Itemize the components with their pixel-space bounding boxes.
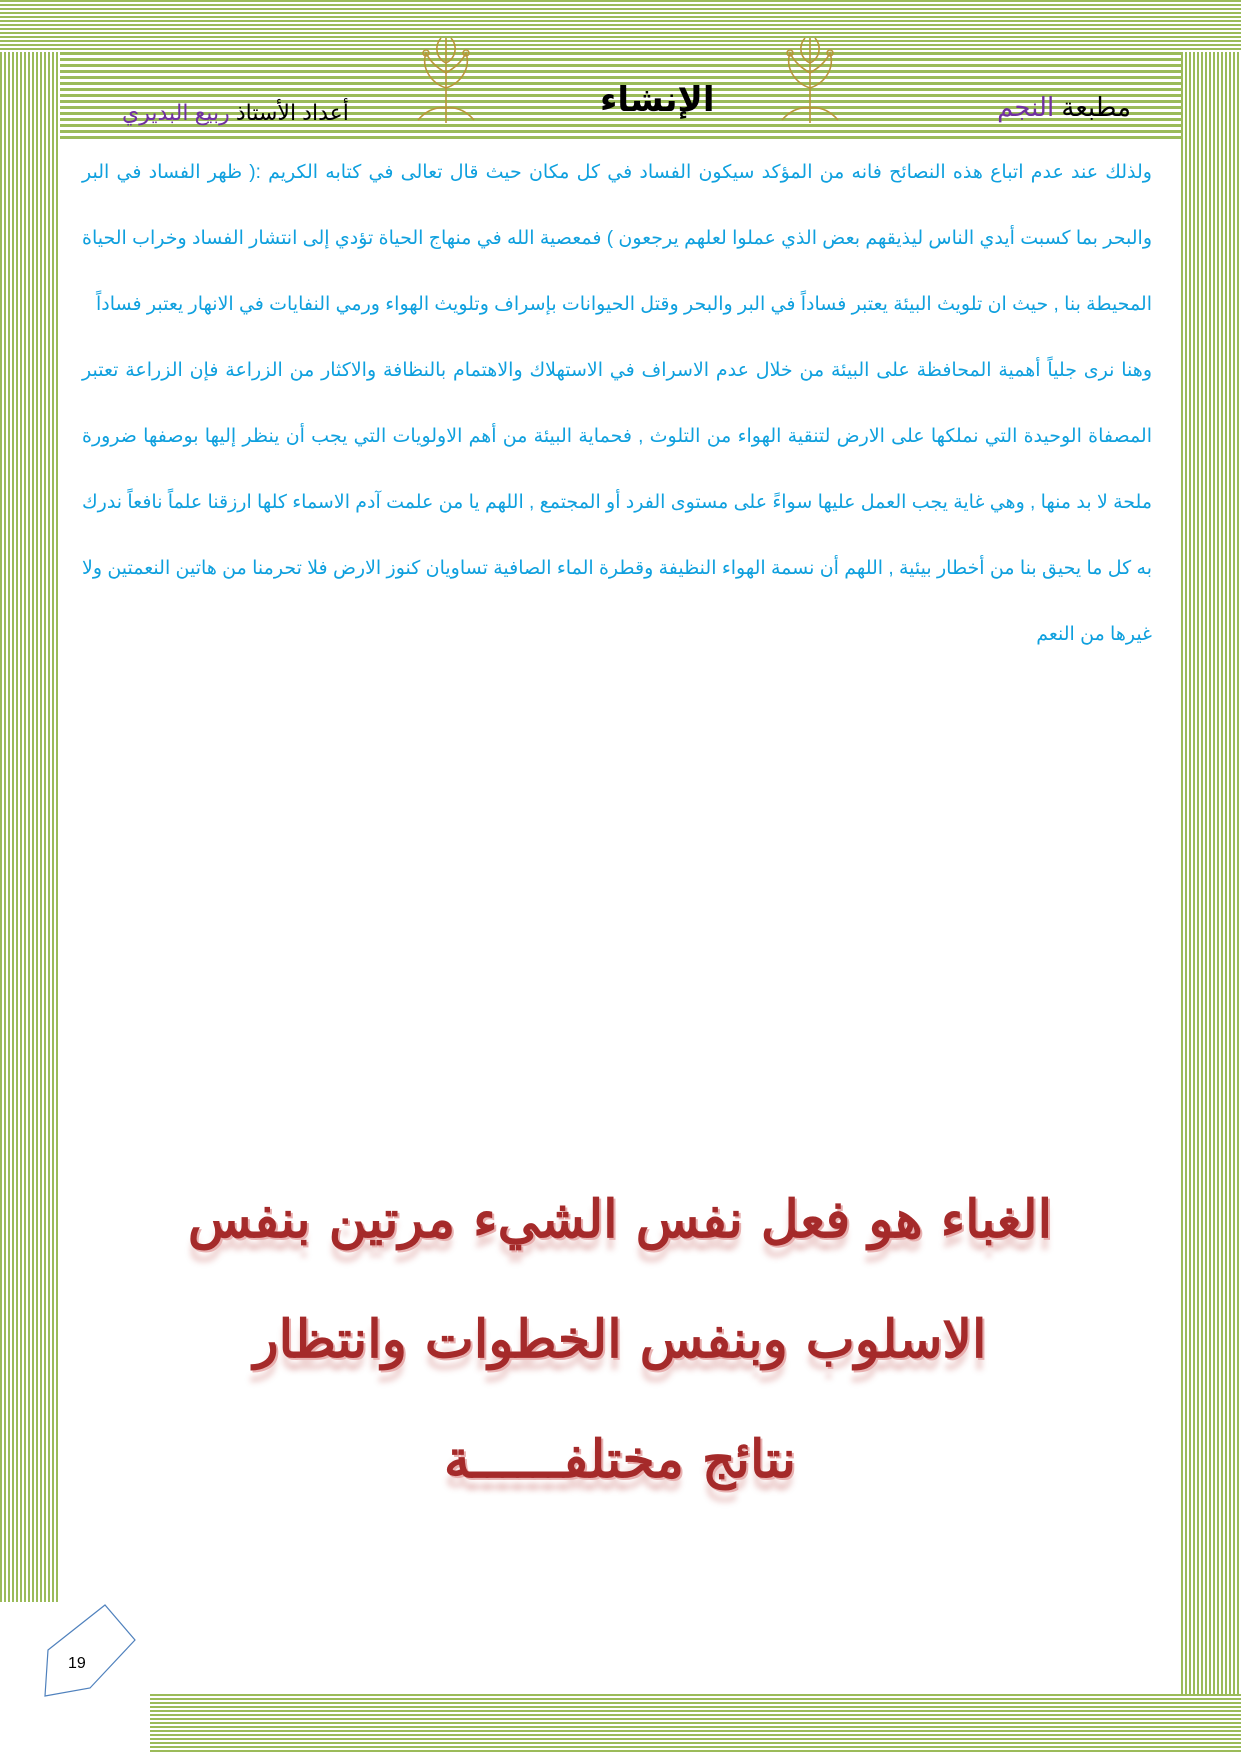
page-number: 19 (68, 1655, 86, 1672)
paragraph: ولذلك عند عدم اتباع هذه النصائح فانه من المؤكد سيكون الفساد في كل مكان حيث قال تعالى في كتابه الكريم :( ظهر الفساد في البر والبحر بما كسبت أيدي الناس ليذيقهم بعض الذي عملوا لعلهم يرجعون ) فمعصية الله في منهاج الحياة تؤدي إلى انتشار الفساد وخراب الحياة المحيطة بنا , حيث ان تلويث البيئة يعتبر فساداً في البر والبحر وقتل الحيوانات بإسراف وتلويث الهواء ورمي النفايات في الانهار يعتبر فساداً (82, 162, 1152, 315)
page-number-badge-icon (40, 1600, 150, 1710)
quote-line: الغباء هو فعل نفس الشيء مرتين بنفس (187, 1189, 1053, 1250)
author-name: ربيع البديري (122, 100, 230, 125)
right-striped-border (1181, 52, 1241, 1694)
quote-line: نتائج مختلفــــــة (443, 1429, 797, 1490)
publisher-label: مطبعة (1061, 92, 1131, 122)
publisher-credit (997, 92, 1131, 123)
paragraph: وهنا نرى جلياً أهمية المحافظة على البيئة من خلال عدم الاسراف في الاستهلاك والاهتمام بالنظافة والاكثار من الزراعة فإن الزراعة تعتبر المصفاة الوحيدة التي نملكها على الارض لتنقية الهواء من التلوث , فحماية البيئة من أهم الاولويات التي يجب أن ينظر إليها بوصفها ضرورة ملحة لا بد منها , وهي غاية يجب العمل عليها سواءً على مستوى الفرد أو المجتمع , اللهم يا من علمت آدم الاسماء كلها ارزقنا علماً نافعاً ندرك به كل ما يحيق بنا من أخطار بيئية , اللهم أن نسمة الهواء النظيفة وقطرة الماء الصافية تساويان كنوز الارض فلا تحرمنا من هاتين النعمتين ولا غيرها من النعم (82, 360, 1152, 645)
author-credit (122, 100, 349, 126)
left-striped-border (0, 52, 60, 1602)
author-label: أعداد الأستاذ (235, 100, 349, 125)
bottom-striped-border (150, 1694, 1241, 1754)
quote-line: الاسلوب وبنفس الخطوات وانتظار (253, 1309, 987, 1370)
page-title: الإنشاء (600, 81, 715, 119)
floral-ornament-icon (406, 28, 486, 128)
essay-body (82, 140, 1152, 668)
floral-ornament-icon (770, 28, 850, 128)
highlighted-quote (110, 1160, 1130, 1520)
top-striped-border (0, 0, 1241, 52)
publisher-name: النجم (997, 92, 1055, 122)
